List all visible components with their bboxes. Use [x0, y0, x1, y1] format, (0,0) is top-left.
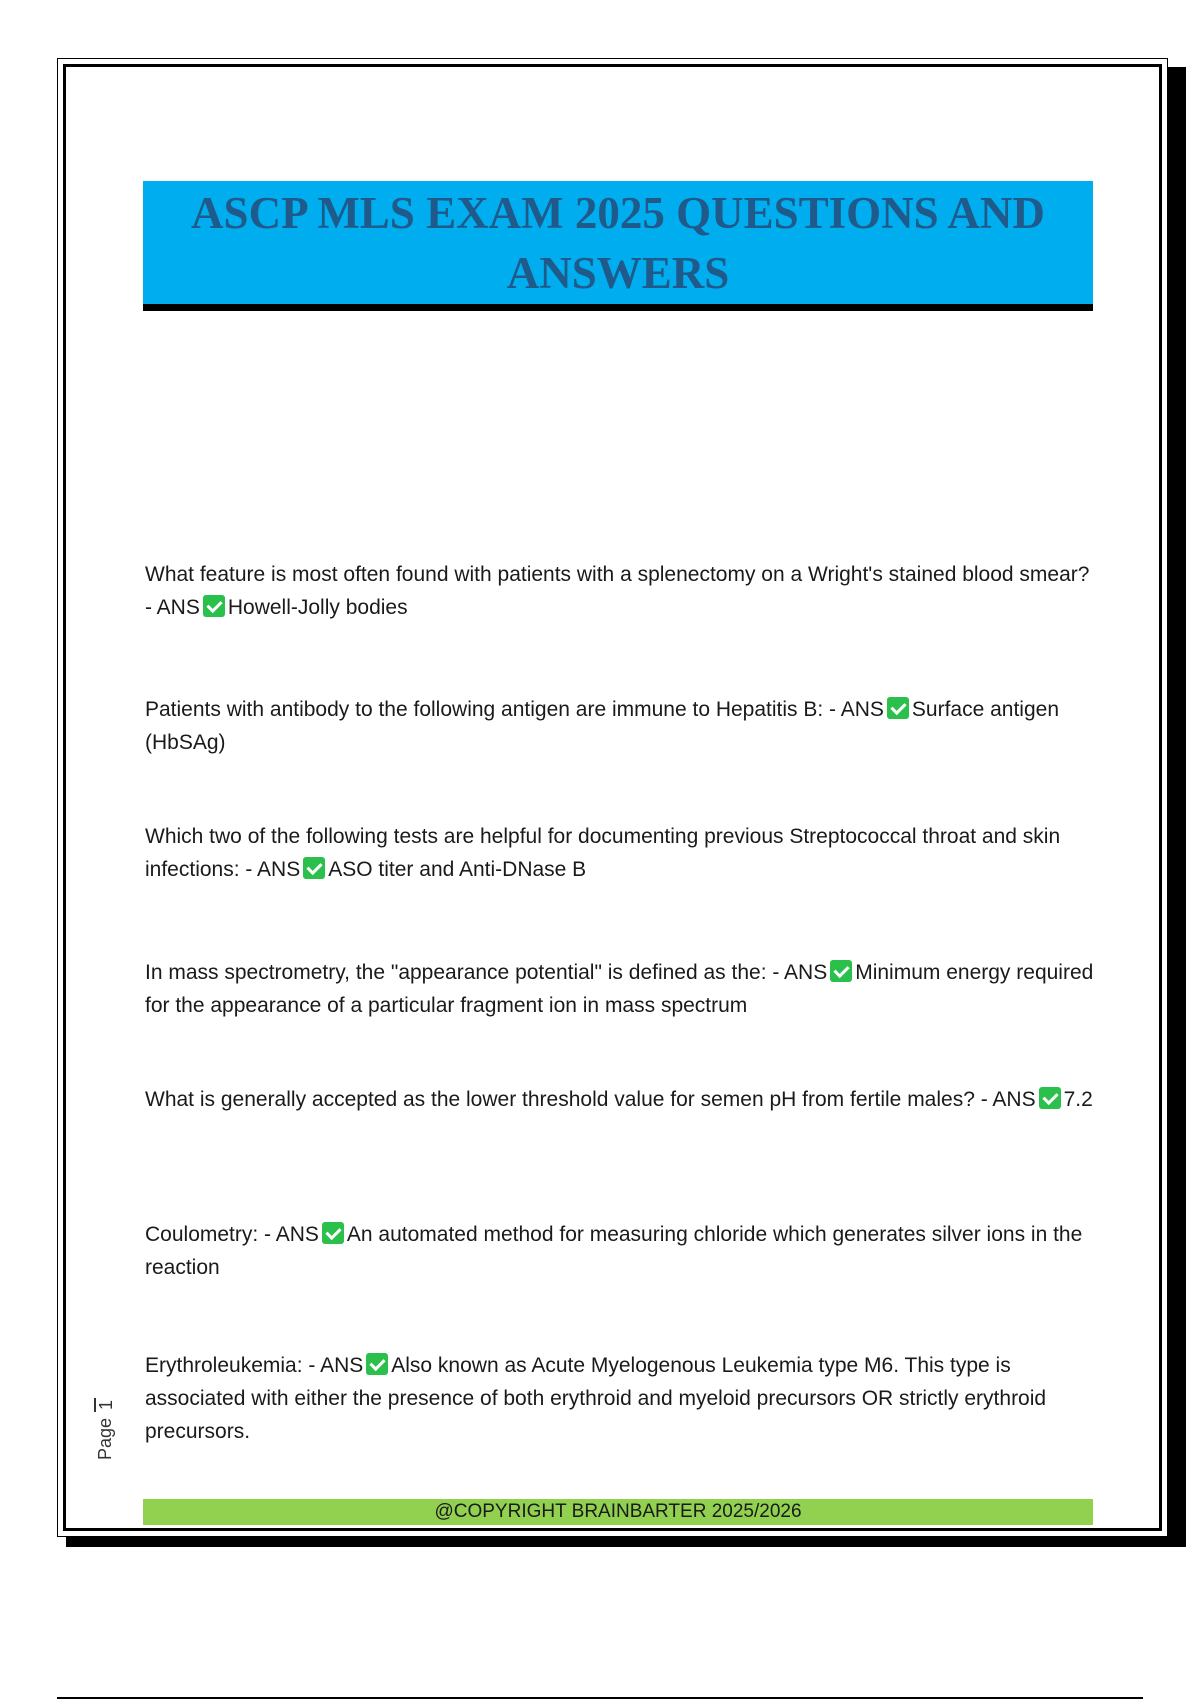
check-mark-icon	[203, 595, 225, 617]
answer-text: An automated method for measuring chloride which generates silver ions in the reaction	[145, 1223, 1083, 1279]
question-text: What feature is most often found with patients with a splenectomy on a Wright's stained blood smear? - ANS	[145, 563, 1090, 619]
answer-text: Surface antigen (HbSAg)	[145, 698, 1060, 754]
question-text: Erythroleukemia: - ANS	[145, 1354, 364, 1377]
qa-item	[145, 1349, 1095, 1448]
answer-text: Minimum energy required for the appearance of a particular fragment ion in mass spectrum	[145, 961, 1094, 1017]
qa-item	[145, 820, 1095, 886]
question-text: What is generally accepted as the lower threshold value for semen pH from fertile males? - ANS	[145, 1088, 1036, 1111]
bottom-divider	[57, 1697, 1143, 1699]
page-number-label	[90, 1370, 120, 1460]
answer-text: Howell-Jolly bodies	[227, 596, 408, 619]
page-label-text: Page	[94, 1417, 115, 1460]
qa-item	[145, 1083, 1095, 1116]
check-mark-icon	[1039, 1087, 1061, 1109]
title-banner	[143, 181, 1093, 311]
copyright-footer: @COPYRIGHT BRAINBARTER 2025/2026	[143, 1499, 1093, 1525]
check-mark-icon	[366, 1353, 388, 1375]
qa-item	[145, 693, 1095, 759]
question-text: Patients with antibody to the following antigen are immune to Hepatitis B: - ANS	[145, 698, 884, 721]
page-number: 1	[95, 1399, 116, 1410]
answer-text: ASO titer and Anti-DNase B	[328, 858, 587, 881]
answer-text: 7.2	[1063, 1088, 1093, 1111]
check-mark-icon	[830, 960, 852, 982]
question-text: In mass spectrometry, the "appearance potential" is defined as the: - ANS	[145, 961, 828, 984]
document-title: ASCP MLS EXAM 2025 QUESTIONS AND ANSWERS	[191, 187, 1045, 298]
qa-item	[145, 956, 1095, 1022]
check-mark-icon	[303, 857, 325, 879]
question-text: Coulometry: - ANS	[145, 1223, 319, 1246]
check-mark-icon	[887, 697, 909, 719]
qa-item	[145, 558, 1095, 624]
qa-item	[145, 1218, 1095, 1284]
check-mark-icon	[322, 1222, 344, 1244]
question-text: Which two of the following tests are helpful for documenting previous Streptococcal throat and skin infections: - ANS	[145, 825, 1061, 881]
answer-text: Also known as Acute Myelogenous Leukemia type M6. This type is associated with either the presence of both erythroid and myeloid precursors OR strictly erythroid precursors.	[145, 1354, 1047, 1443]
